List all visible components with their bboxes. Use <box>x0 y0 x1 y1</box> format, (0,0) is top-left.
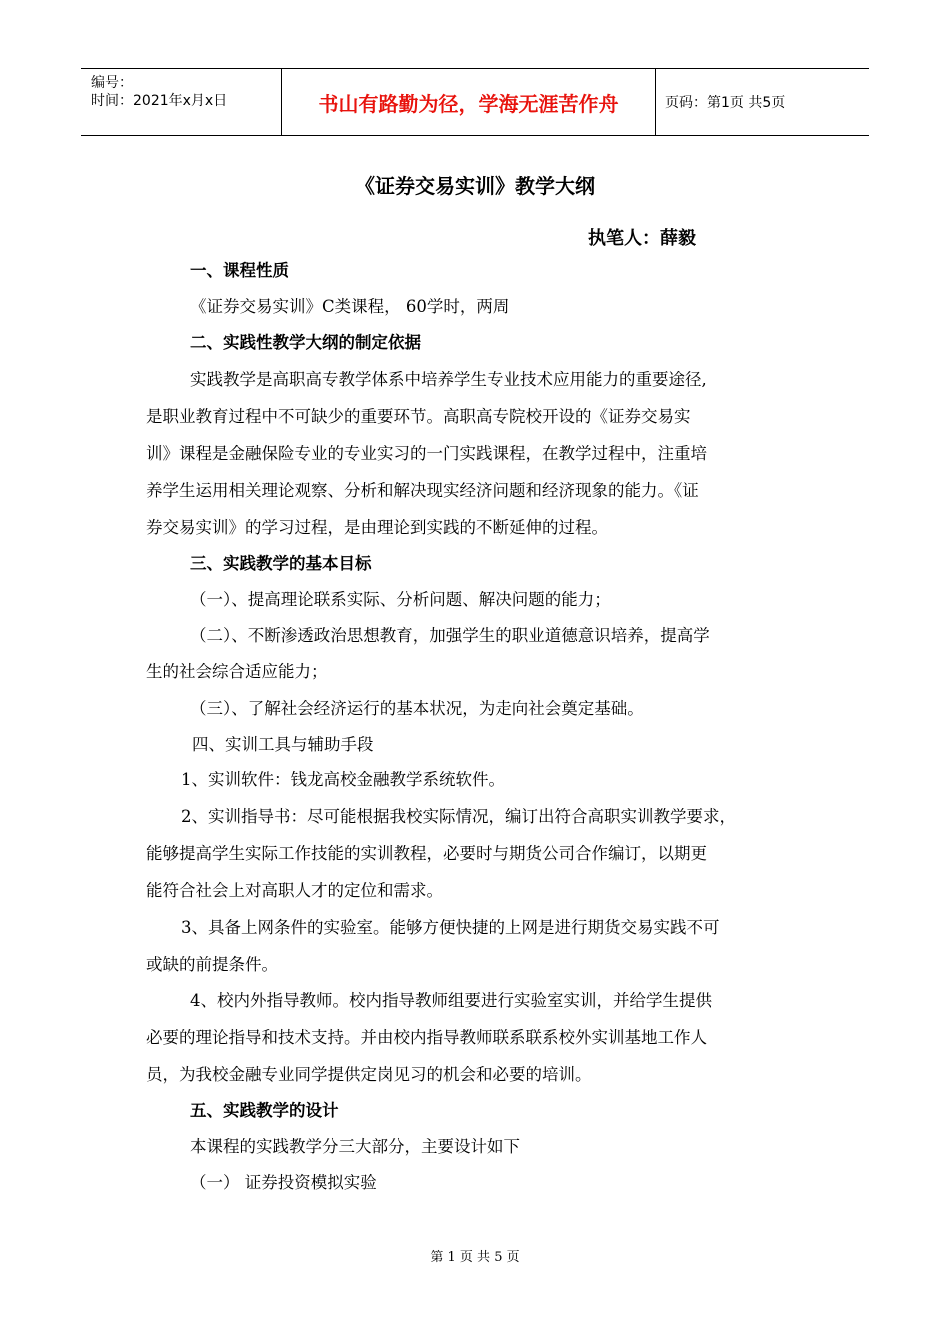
paragraph-line: 必要的理论指导和技术支持。并由校内指导教师联系联系校外实训基地工作人 <box>146 1028 707 1047</box>
paragraph-line: 训》课程是金融保险专业的专业实习的一门实践课程，在教学过程中，注重培 <box>146 444 707 463</box>
list-item: （一） 证券投资模拟实验 <box>190 1173 377 1192</box>
paragraph-line: 或缺的前提条件。 <box>146 955 278 974</box>
list-item: 2、实训指导书：尽可能根据我校实际情况，编订出符合高职实训教学要求， <box>181 807 736 826</box>
section-heading-1: 一、课程性质 <box>190 261 289 280</box>
list-item: （二）、不断渗透政治思想教育，加强学生的职业道德意识培养，提高学 <box>190 626 710 645</box>
header-meta <box>81 69 281 135</box>
paragraph-line: 是职业教育过程中不可缺少的重要环节。高职高专院校开设的《证券交易实 <box>146 407 691 426</box>
paragraph-line: 券交易实训》的学习过程，是由理论到实践的不断延伸的过程。 <box>146 518 608 537</box>
date-label: 时间：2021年x月x日 <box>91 93 228 109</box>
list-item: （三）、了解社会经济运行的基本状况，为走向社会奠定基础。 <box>190 699 644 718</box>
paragraph-line: 本课程的实践教学分三大部分，主要设计如下 <box>190 1137 520 1156</box>
paragraph-line: 养学生运用相关理论观察、分析和解决现实经济问题和经济现象的能力。《证 <box>146 481 699 500</box>
section-heading-5: 五、实践教学的设计 <box>190 1101 339 1120</box>
paragraph-line: 能符合社会上对高职人才的定位和需求。 <box>146 881 443 900</box>
page-header <box>81 68 869 136</box>
list-item: 4、校内外指导教师。校内指导教师组要进行实验室实训，并给学生提供 <box>190 991 712 1010</box>
section-heading-4: 四、实训工具与辅助手段 <box>192 735 374 754</box>
section-heading-2: 二、实践性教学大纲的制定依据 <box>190 333 421 352</box>
list-item: 1、实训软件：钱龙高校金融教学系统软件。 <box>181 770 505 789</box>
paragraph-line: 能够提高学生实际工作技能的实训教程，必要时与期货公司合作编订，以期更 <box>146 844 707 863</box>
paragraph-line: 生的社会综合适应能力； <box>146 662 328 681</box>
paragraph-line: 员，为我校金融专业同学提供定岗见习的机会和必要的培训。 <box>146 1065 592 1084</box>
section-heading-3: 三、实践教学的基本目标 <box>190 554 372 573</box>
header-page-info: 页码：第1页 共5页 <box>665 95 786 111</box>
paragraph-line: 实践教学是高职高专教学体系中培养学生专业技术应用能力的重要途径, <box>190 370 707 389</box>
number-label: 编号： <box>91 75 133 91</box>
paragraph-line: 《证券交易实训》C类课程， 60学时，两周 <box>190 297 510 316</box>
header-motto: 书山有路勤为径，学海无涯苦作舟 <box>281 69 656 135</box>
document-title: 《证券交易实训》教学大纲 <box>355 174 595 198</box>
list-item: 3、具备上网条件的实验室。能够方便快捷的上网是进行期货交易实践不可 <box>181 918 720 937</box>
page-footer: 第 1 页 共 5 页 <box>430 1250 520 1265</box>
list-item: （一）、提高理论联系实际、分析问题、解决问题的能力； <box>190 590 611 609</box>
author-line: 执笔人：薛毅 <box>588 228 696 249</box>
